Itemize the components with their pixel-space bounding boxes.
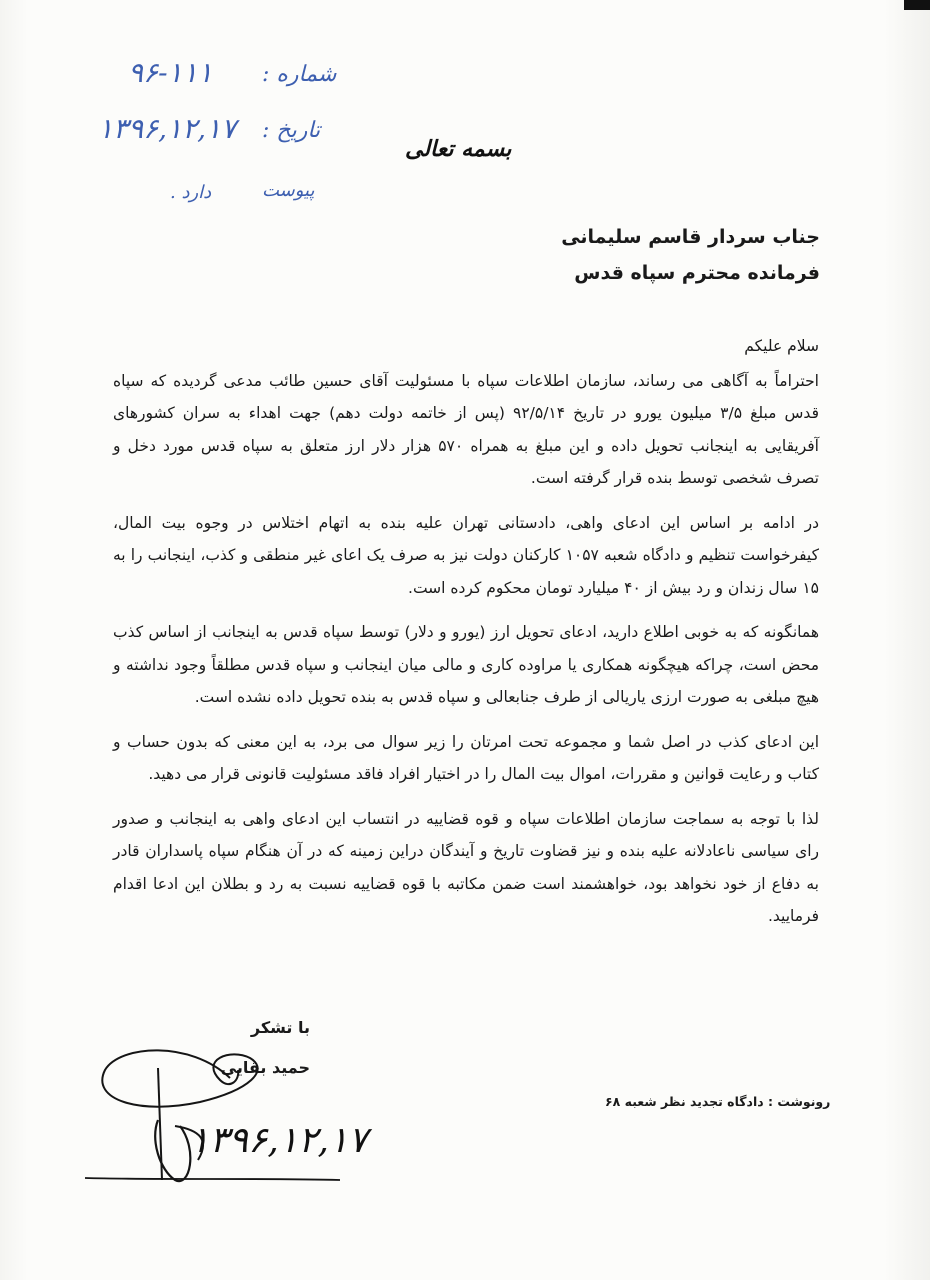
cc-line: رونوشت : دادگاه تجدید نظر شعبه ۶۸ xyxy=(605,1094,831,1109)
closing-thanks: با تشکر xyxy=(250,1018,310,1037)
addressee-line-1: جناب سردار قاسم سلیمانی xyxy=(561,226,820,248)
attachment-value: دارد . xyxy=(170,182,212,203)
paragraph-4: این ادعای کذب در اصل شما و مجموعه تحت امرتان را زیر سوال می برد، به این معنی که بدون حساب و کتاب و رعایت قوانین و مقررات، اموال بیت المال را در اختیار افراد فاقد مسئولیت قانونی قرار می دهید. xyxy=(113,732,819,783)
handwritten-signature xyxy=(80,1030,380,1190)
date-label: تاریخ : xyxy=(262,118,321,143)
bismillah-heading: بسمه تعالی xyxy=(405,136,512,162)
signatory-name: حمید بقایی xyxy=(220,1058,310,1077)
scan-corner-mark xyxy=(904,0,930,10)
number-value: ۹۶-۱۱۱ xyxy=(128,56,213,89)
number-label: شماره : xyxy=(262,62,337,87)
paragraph-1: احتراماً به آگاهی می رساند، سازمان اطلاعات سپاه با مسئولیت آقای حسین طائب مدعی گردیده که سپاه قدس مبلغ ۳/۵ میلیون یورو در تاریخ ۹۲/۵/۱۴ (پس از خاتمه دولت دهم) جهت اهداء به سران کشورهای آفریقایی به اینجانب تحویل داده و این مبلغ به همراه ۵۷۰ هزار دلار ارز متعلق به سپاه قدس مورد دخل و تصرف شخصی توسط بنده قرار گرفته است. xyxy=(113,371,819,487)
addressee-line-2: فرمانده محترم سپاه قدس xyxy=(574,262,820,284)
signature-date: ۱۳۹۶,۱۲,۱۷ xyxy=(190,1120,368,1161)
paragraph-2: در ادامه بر اساس این ادعای واهی، دادستانی تهران علیه بنده به اتهام اختلاس در وجوه بیت المال، کیفرخواست تنظیم و دادگاه شعبه ۱۰۵۷ کارکنان دولت نیز به صرف یک اعای غیر منطقی و کذب، اینجانب را به ۱۵ سال زندان و رد بیش از ۴۰ میلیارد تومان محکوم کرده است. xyxy=(113,513,819,597)
greeting: سلام علیکم xyxy=(744,337,819,355)
attachment-label: پیوست xyxy=(262,180,315,201)
paragraph-3: همانگونه که به خوبی اطلاع دارید، ادعای تحویل ارز (یورو و دلار) توسط سپاه قدس به اینجانب از اساس کذب محض است، چراکه هیچگونه همکاری یا مراوده کاری و مالی میان اینجانب و سپاه قدس مطلقاً وجود نداشته و هیچ مبلغی به صورت ارزی یاریالی از طرف جنابعالی و سپاه قدس به بنده تحویل داده نشده است. xyxy=(113,623,819,706)
date-value: ۱۳۹۶,۱۲,۱۷ xyxy=(98,112,237,145)
paragraph-5: لذا با توجه به سماجت سازمان اطلاعات سپاه و قوه قضاییه در انتساب این ادعای واهی به اینجانب و صدور رای سیاسی ناعادلانه علیه بنده و نیز قضاوت تاریخ و آیندگان دراین زمینه که در آن هنگام سپاه پاسداران قادر به دفاع از خود نخواهد بود، خواهشمند است ضمن مکاتبه با قوه قضاییه نسبت به رد و بطلان این ادعا اقدام فرمایید. xyxy=(113,809,819,925)
letter-body xyxy=(113,330,819,945)
